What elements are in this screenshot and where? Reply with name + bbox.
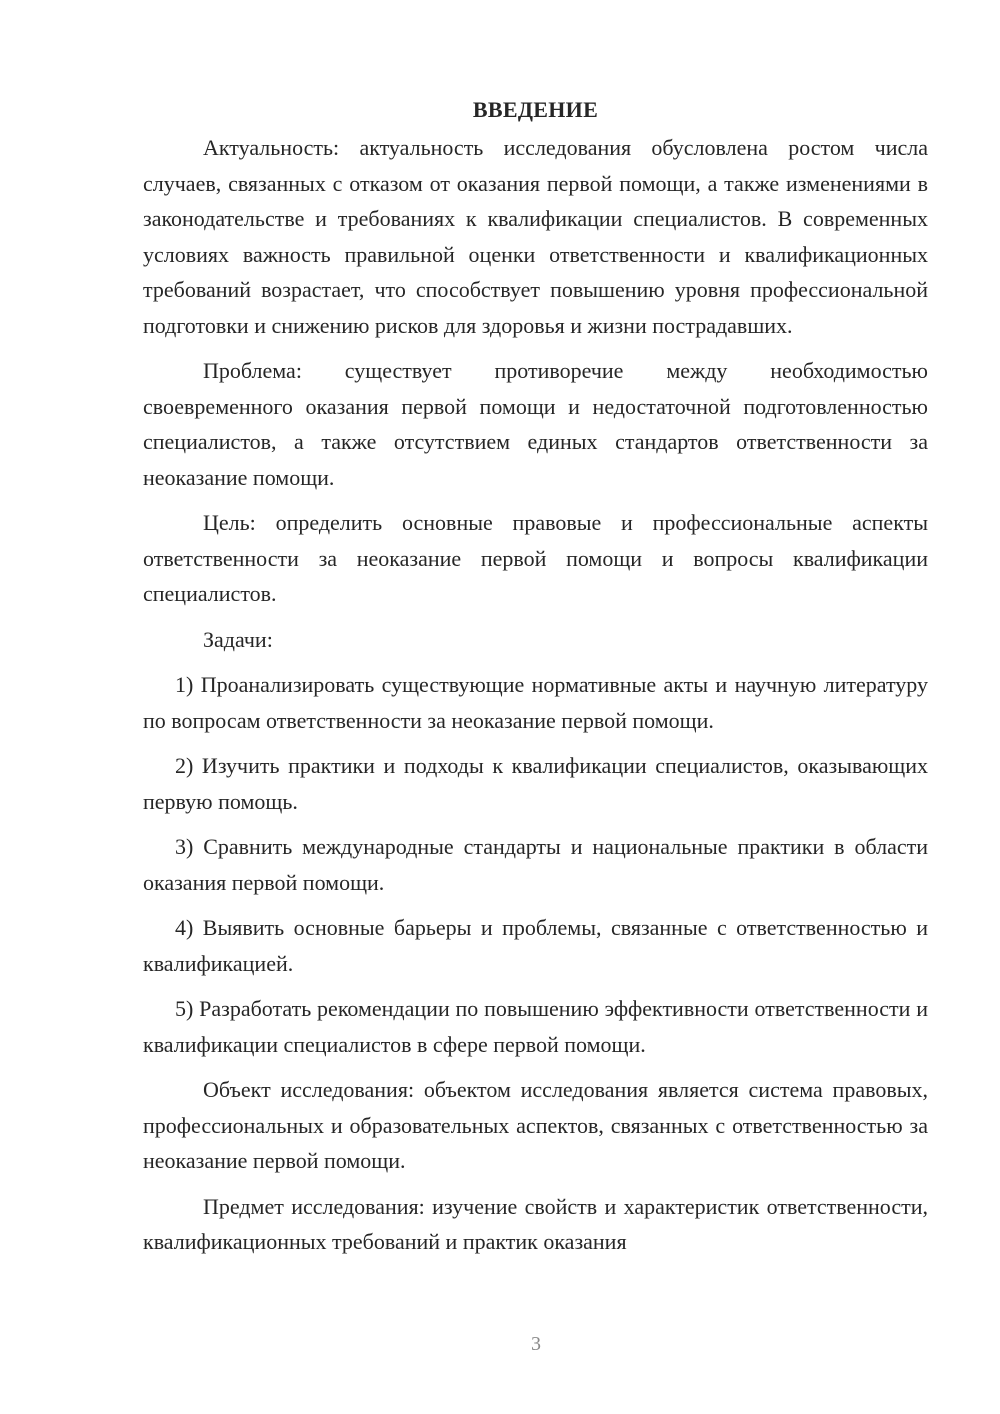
task-item-1: 1) Проанализировать существующие нормативные акты и научную литературу по вопросам ответственности за неоказание первой помощи. [143,672,928,733]
section-title: ВВЕДЕНИЕ [472,97,599,122]
paragraph-subject: Предмет исследования: изучение свойств и характеристик ответственности, квалификационных требований и практик оказания [143,1193,928,1254]
tasks-label: Задачи: [203,626,273,652]
paragraph-problem: Проблема: существует противоречие между необходимостью своевременного оказания первой помощи и недостаточной подготовленностью специалистов, а также отсутствием единых стандартов ответственности за неоказание помощи. [143,358,928,490]
task-item-4: 4) Выявить основные барьеры и проблемы, связанные с ответственностью и квалификацией. [143,915,928,976]
paragraph-goal: Цель: определить основные правовые и профессиональные аспекты ответственности за неоказание первой помощи и вопросы квалификации специалистов. [143,510,928,606]
paragraph-object: Объект исследования: объектом исследования является система правовых, профессиональных и образовательных аспектов, связанных с ответственностью за неоказание первой помощи. [143,1077,928,1173]
document-page [143,90,928,1260]
page-number: 3 [531,1333,541,1355]
task-item-2: 2) Изучить практики и подходы к квалификации специалистов, оказывающих первую помощь. [143,753,928,814]
task-item-3: 3) Сравнить международные стандарты и национальные практики в области оказания первой помощи. [143,834,928,895]
paragraph-relevance: Актуальность: актуальность исследования обусловлена ростом числа случаев, связанных с отказом от оказания первой помощи, а также изменениями в законодательстве и требованиях к квалификации специалистов. В современных условиях важность правильной оценки ответственности и квалификационных требований возрастает, что способствует повышению уровня профессиональной подготовки и снижению рисков для здоровья и жизни пострадавших. [143,135,928,338]
task-item-5: 5) Разработать рекомендации по повышению эффективности ответственности и квалификации специалистов в сфере первой помощи. [143,996,928,1057]
